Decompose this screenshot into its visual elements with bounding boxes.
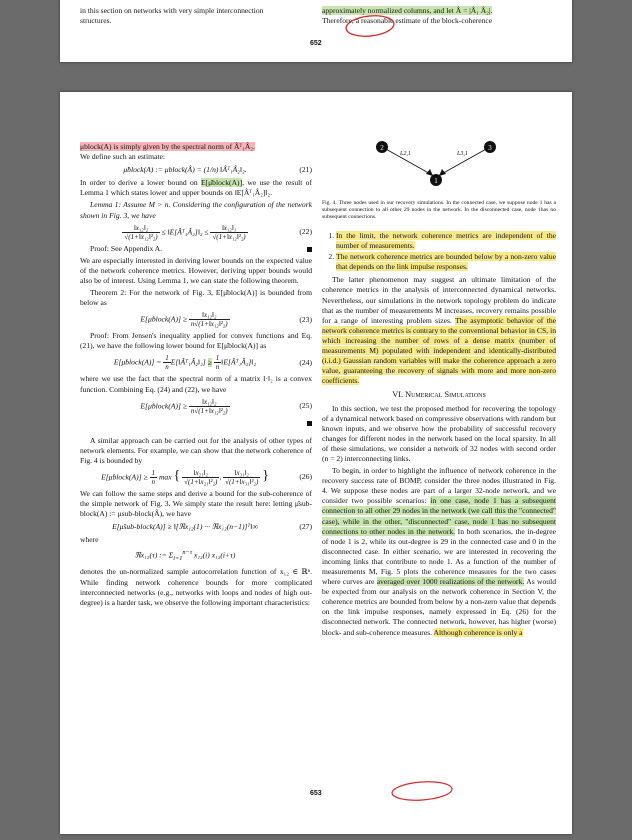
equation-24: E[μ̂block(A)] = $\frac{1}{n}$ E[‖Âᵀ₁Â₂‖₂] ≥ $\frac{1}{n}$ ‖E[Âᵀ₁Â₂]‖₂ (24) — [113, 354, 312, 372]
proof-2: Proof: From Jensen's inequality applied for convex functions and Eq. (21), we have the following lower bound for E[μ̂block(A)] as — [80, 331, 312, 351]
qed-mark — [307, 421, 312, 426]
paragraph: A similar approach can be carried out for the analysis of other types of network elements. For example, we can show that the network coherence of Fig. 4 is bounded by — [80, 435, 312, 465]
theorem-2: Theorem 2: For the network of Fig. 3, E[μ̂block(A)] is bounded from below as — [80, 288, 312, 308]
paragraph: μblock(A) is simply given by the spectral norm of Âᵀ₁Â₂. We define such an estimate: — [80, 142, 255, 162]
figure-4 — [322, 136, 556, 200]
lemma-1: Lemma 1: Assume M > n. Considering the configuration of the network shown in Fig. 3, we have — [80, 200, 312, 220]
text-line: in this section on networks with very simple interconnection — [80, 6, 264, 15]
paragraph: To begin, in order to highlight the influence of network coherence in the recovery success rate of BOMP, consider the three nodes illustrated in Fig. 4. We suppose these nodes are part of a larger 32-node network, and we consider two possible scenarios: in one case, node 1 has a subsequent connection to all other 29 nodes in the network (we call this the "connected" case), while in the other, "disconnected" case, node 1 has no subsequent connections to other nodes in the network. In both scenarios, the in-degree of node 1 is 2, while its out-degree is 29 in the connected case and 0 in the disconnected case. In either scenario, we are interested in recovering the incoming links that contribute to node 1. As a function of the number of measurements M, Fig. 5 plots the coherence measures for the two cases where curves are averaged over 1000 realizations of the network. As would be expected from our analysis on the network coherence in Section V, the coherence metrics are bounded from below by a non-zero value that depends on the link impulse responses, namely expressed in Eq. (26) for the disconnected network. The connected network, however, has higher (worse) block- and sub-coherence measures. Although coherence is only a — [322, 466, 557, 637]
characteristics-list — [322, 231, 556, 272]
paragraph: We can follow the same steps and derive a bound for the sub-coherence of the simple network of Fig. 3. We simply state the result here: letting μ̂sub-block(A) := μsub-block(Â), we have — [80, 488, 312, 519]
text-line: structures. — [80, 16, 112, 25]
paragraph: In this section, we test the proposed method for recovering the topology of a dynamical network based on compressive observations with random but known inputs, and we observe how the probability of successful recovery changes for different nodes in the network based on the local sparsity. In all of these simulations, we consider a network of 32 nodes with second order (n = 2) interconnecting links. — [322, 403, 556, 463]
proof-1: Proof: See Appendix A. — [80, 244, 312, 254]
paragraph: where — [80, 535, 99, 545]
equation-26: E[μ̂block(A)] ≥ $\frac{1}{n}$ max { $\frac{\text{‖x₂₁‖₂}}{\text{√(1+‖x₂₁‖²₂)}}$ , $\frac{\text{‖x₃₁‖₂}}{\text{√(1+‖x₃₁‖²₂)}}$ } (26) — [101, 468, 312, 486]
equation-21: μ̂block(A) := μblock(Â) = (1/n) ‖Âᵀ₁Â₂‖₂. (21) — [123, 165, 312, 175]
paragraph: denotes the un-normalized sample autocorrelation function of x₁₂ ∈ ℝⁿ. While finding network coherence bounds for more complicated interconnected networks (e.g., networks with loops and nodes of high out-degree) is a harder task, we observe the following important characteristics: — [80, 567, 312, 607]
paragraph: where we use the fact that the spectral norm of a matrix ‖·‖₂ is a convex function. Combining Eq. (24) and (22), we have — [80, 374, 312, 394]
qed-mark — [307, 247, 312, 252]
figure-caption: Fig. 4. Three nodes used in our recovery simulations. In the connected case, we suppose node 1 has a subsequent connection to all other 29 nodes in the network. In the disconnected case, node 1has no subsequent connections. — [322, 200, 556, 220]
equation-27: E[μ̂sub-block(A)] ≥ ‖[ℜx₁₂(1) ··· ℜx₁₂(n−1)]ᵀ‖∞ (27) — [112, 522, 312, 532]
paragraph: In order to derive a lower bound on E[μ̂block(A)], we use the result of Lemma 1 which states lower and upper bounds on ‖E[Âᵀ₁Â₂]‖₂. — [80, 178, 313, 198]
node-label: 2 — [380, 144, 384, 152]
text-line: approximately normalized columns, and let Â = |Â₁ Â₂|. — [322, 6, 493, 15]
edge-label: L2,1 — [400, 151, 411, 157]
equation-25: E[μ̂block(A)] ≥ $\frac{\text{‖x₁₂‖₂}}{\text{n√(1+‖x₁₂‖²₂)}}$ (25) — [140, 397, 312, 415]
right-column — [322, 136, 556, 640]
node-label: 3 — [488, 144, 492, 152]
previous-page-right-text — [322, 6, 556, 26]
previous-page — [60, 0, 572, 62]
page-number: 652 — [310, 40, 322, 47]
list-item: 2. The network coherence metrics are bounded below by a non-zero value that depends on the link impulse responses. — [336, 252, 556, 272]
edge-label: L3,1 — [457, 151, 468, 157]
left-column — [80, 142, 312, 610]
equation-22: $\frac{\text{‖x₁₂‖₂}}{\text{√(1+‖x₁₂‖²₂)}}$ ≤ ‖E[Âᵀ₁Â₂]‖₂ ≤ $\frac{\text{‖x₁₂‖₁}}{\text{√(1+‖x₁₂‖²₂)}}$ (22) — [124, 223, 312, 241]
text-line: Therefore, a reasonable estimate of the block-coherence — [322, 16, 493, 25]
current-page — [60, 92, 572, 834]
section-heading: VI. Numerical Simulations — [392, 390, 486, 400]
autocorrelation-definition: ℜx₁₂(τ) := $\Sigma_{i=1}^{n-\tau}$ x₁₂(i) x₁₂(i+τ) — [134, 549, 236, 563]
three-node-diagram — [322, 136, 556, 200]
red-ink-circle-annotation — [388, 778, 458, 804]
page-number: 653 — [310, 790, 322, 797]
paragraph: We are especially interested in deriving lower bounds on the expected value of the network coherence metrics. However, deriving upper bounds would also be of interest. Using Lemma 1, we can state the following theorem. — [80, 255, 312, 285]
list-item: 1. In the limit, the network coherence metrics are independent of the number of measurements. — [336, 231, 556, 251]
equation-23: E[μ̂block(A)] ≥ $\frac{\text{‖x₁₂‖₂}}{\text{n√(1+‖x₁₂‖²₂)}}$ (23) — [140, 311, 312, 329]
previous-page-left-text — [80, 6, 312, 26]
paragraph: The latter phenomenon may suggest an ultimate limitation of the coherence metrics in the analysis of interconnected dynamical networks. Nevertheless, our simulations in the network topology problem do indicate that as the number of measurements M increases, recovery remains possible for a range of interesting problem sizes. The asymptotic behavior of the network coherence metrics is contrary to the conventional behavior in CS, in which increasing the number of rows of a dense matrix (number of measurements M) populated with independent and identically-distributed (i.i.d.) Gaussian random variables will make the coherence approach a zero value, guaranteeing the recovery of signals with more and more non-zero coefficients. — [322, 275, 556, 386]
node-label: 1 — [434, 177, 438, 185]
